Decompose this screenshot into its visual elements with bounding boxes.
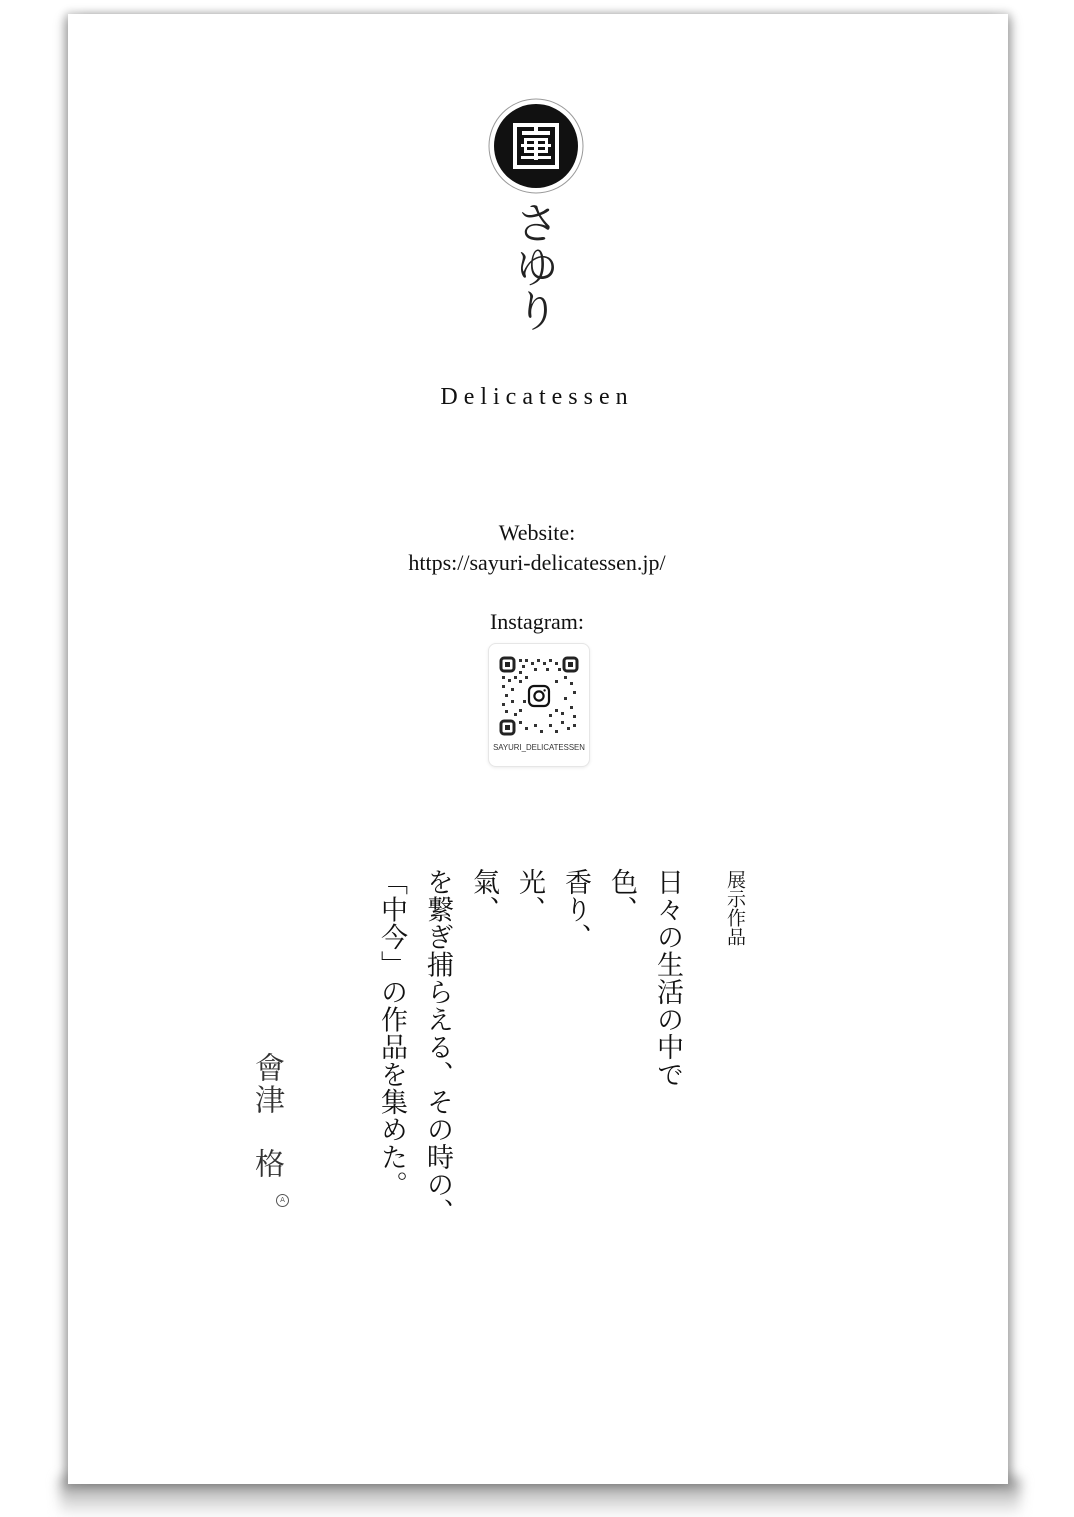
shop-emblem-logo <box>488 98 584 194</box>
artist-seal: A <box>276 1194 289 1207</box>
poem-line-7: 「中今」の作品を集めた。 <box>376 868 407 1198</box>
website-url[interactable]: https://sayuri-delicatessen.jp/ <box>408 550 666 575</box>
poem-line-4: 光、 <box>514 868 545 923</box>
instagram-qr-card[interactable] <box>488 643 590 767</box>
qr-code-icon <box>499 656 579 736</box>
instagram-block <box>0 607 1074 637</box>
shop-name-kana: さゆり <box>507 200 558 332</box>
website-label: Website: <box>498 520 576 545</box>
instagram-label: Instagram: <box>489 609 585 634</box>
poem-line-3: 香り、 <box>560 868 591 951</box>
website-block <box>0 518 1074 578</box>
exhibit-label: 展示作品 <box>724 870 746 946</box>
poem-line-2: 色、 <box>606 868 637 923</box>
instagram-handle: SAYURI_DELICATESSEN <box>493 742 585 752</box>
poem-line-6: を繋ぎ捕らえる、その時の、 <box>422 868 453 1226</box>
shop-name-latin: Delicatessen <box>440 384 634 410</box>
artist-signature: 會津 格 <box>249 1052 284 1180</box>
poem-line-5: 氣、 <box>468 868 499 923</box>
poem-line-1: 日々の生活の中で <box>652 868 683 1088</box>
